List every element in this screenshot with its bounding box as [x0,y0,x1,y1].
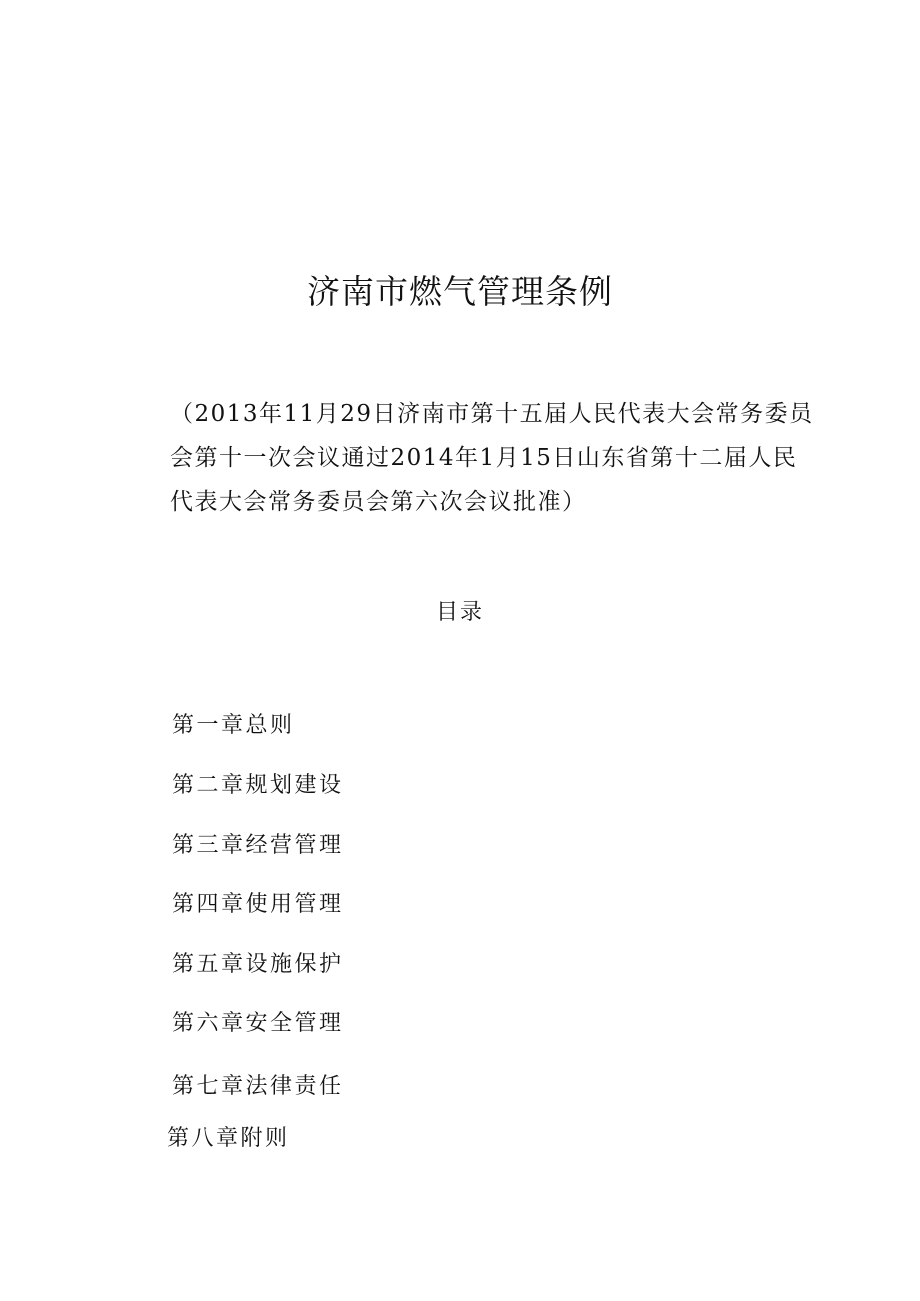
toc-item-chapter-4[interactable]: 第四章使用管理 [172,892,344,917]
toc-item-chapter-2[interactable]: 第二章规划建设 [172,773,344,798]
toc-item-chapter-8[interactable]: 第八章附则 [167,1126,290,1151]
adoption-note: （2013年11月29日济南市第十五届人民代表大会常务委员会第十一次会议通过2014年1月15日山东省第十二届人民代表大会常务委员会第六次会议批准） [170,401,814,515]
toc-item-chapter-3[interactable]: 第三章经营管理 [172,833,344,858]
toc-item-chapter-1[interactable]: 第一章总则 [172,713,295,738]
document-title: 济南市燃气管理条例 [307,272,613,311]
toc-heading: 目录 [435,600,484,625]
toc-item-chapter-7[interactable]: 第七章法律责任 [172,1074,344,1099]
toc-item-chapter-5[interactable]: 第五章设施保护 [172,952,344,977]
toc-item-chapter-6[interactable]: 第六章安全管理 [172,1011,344,1036]
